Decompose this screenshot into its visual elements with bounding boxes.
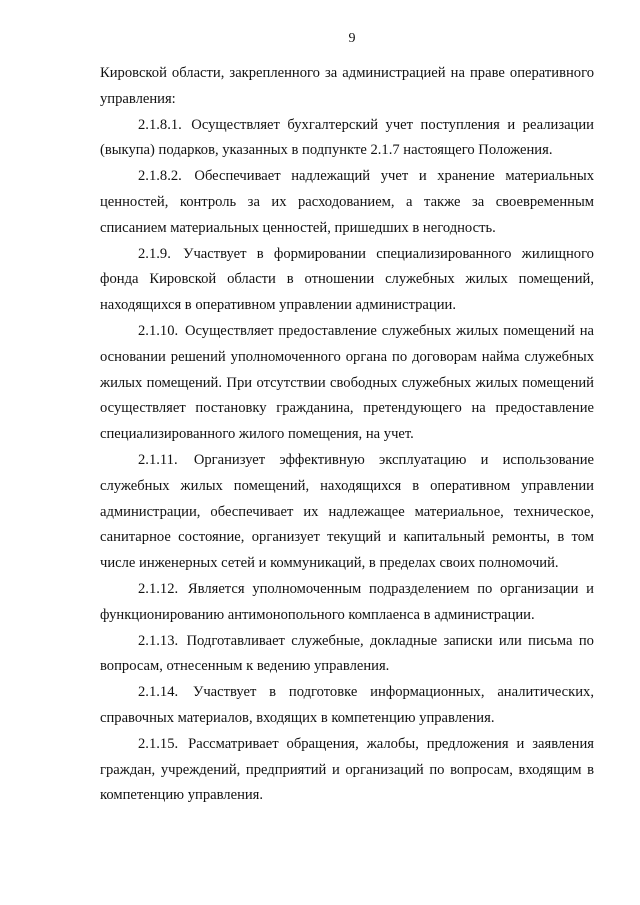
paragraph-continuation — [100, 61, 594, 113]
page-number: 9 — [348, 31, 356, 46]
paragraph-text: Организует эффективную эксплуатацию и использование служебных жилых помещений, находящихся в оперативном управлении администрации, обеспечивает их надлежащее материальное, техническое, санитарное состояние, организует текущий и капитальный ремонты, в том числе инженерных сетей и коммуникаций, в пределах своих полномочий. — [100, 451, 594, 572]
item-number: 2.1.10. — [138, 322, 179, 339]
paragraph-text: Участвует в формировании специализированного жилищного фонда Кировской области в отношении служебных жилых помещений, находящихся в оперативном управлении администрации. — [100, 245, 594, 314]
paragraph-text: Рассматривает обращения, жалобы, предложения и заявления граждан, учреждений, предприятий и организаций по вопросам, входящим в компетенцию управления. — [100, 735, 594, 804]
paragraph-text: Кировской области, закрепленного за администрацией на праве оперативного управления: — [100, 65, 594, 107]
item-number: 2.1.12. — [138, 580, 179, 597]
paragraph-text: Участвует в подготовке информационных, аналитических, справочных материалов, входящих в компетенцию управления. — [100, 684, 595, 726]
paragraph-2-1-14 — [100, 680, 594, 732]
item-number: 2.1.8.2. — [138, 168, 182, 185]
paragraph-2-1-10 — [100, 319, 594, 448]
paragraph-text: Подготавливает служебные, докладные записки или письма по вопросам, отнесенным к ведению управления. — [100, 632, 594, 675]
paragraph-text: Осуществляет предоставление служебных жилых помещений на основании решений уполномоченного органа по договорам найма служебных жилых помещений. При отсутствии свободных служебных жилых помещений осуществляет постановку гражданина, претендующего на предоставление специализированного жилого помещения, на учет. — [100, 322, 594, 443]
item-number: 2.1.8.1. — [138, 116, 182, 133]
paragraph-2-1-9 — [100, 242, 594, 319]
item-number: 2.1.13. — [138, 632, 179, 649]
paragraph-text: Является уполномоченным подразделением по организации и функционированию антимонопольного комплаенса в администрации. — [100, 580, 594, 623]
paragraph-2-1-13 — [100, 629, 594, 681]
paragraph-text: Обеспечивает надлежащий учет и хранение материальных ценностей, контроль за их расходованием, а также за своевременным списанием материальных ценностей, пришедших в негодность. — [100, 168, 594, 236]
item-number: 2.1.9. — [138, 245, 171, 262]
item-number: 2.1.15. — [138, 735, 179, 752]
paragraph-2-1-8-1 — [100, 113, 594, 165]
paragraph-2-1-12 — [100, 577, 594, 629]
paragraph-text: Осуществляет бухгалтерский учет поступления и реализации (выкупа) подарков, указанных в подпункте 2.1.7 настоящего Положения. — [100, 116, 594, 159]
paragraph-2-1-8-2 — [100, 164, 594, 241]
item-number: 2.1.14. — [138, 684, 179, 701]
document-body — [100, 61, 594, 809]
item-number: 2.1.11. — [138, 451, 178, 468]
paragraph-2-1-15 — [100, 732, 594, 809]
paragraph-2-1-11 — [100, 448, 594, 577]
